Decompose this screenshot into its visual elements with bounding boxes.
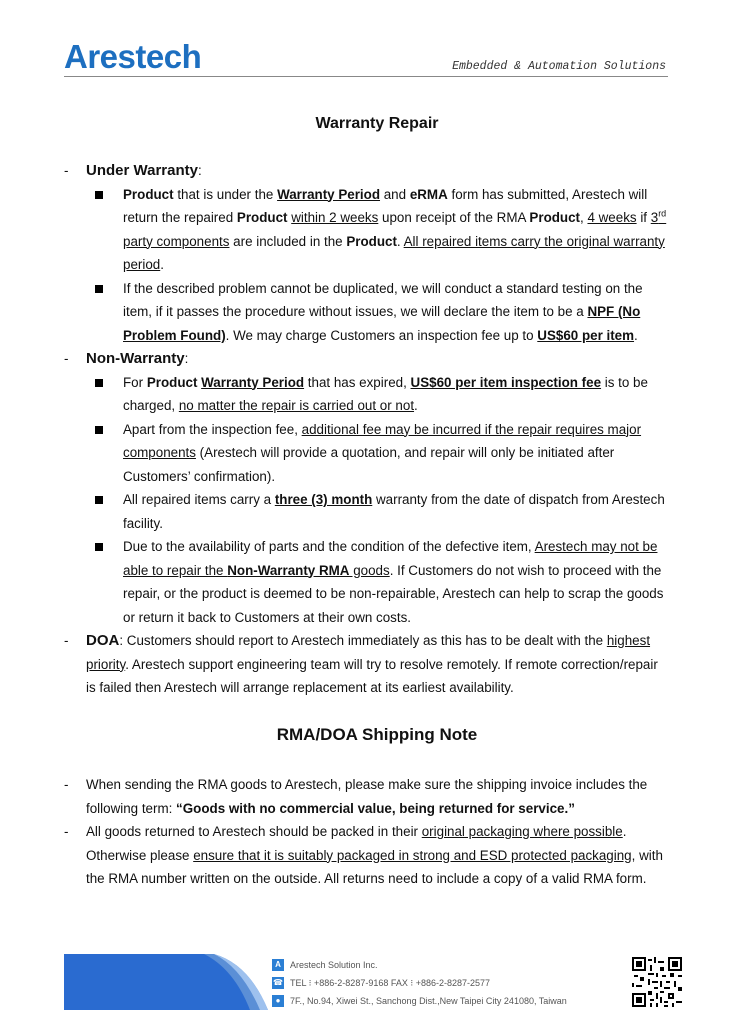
t: Non-Warranty RMA [227,562,350,578]
t: warranty from the date of dispatch from Arestech facility. [123,492,665,531]
t: that is under the [173,186,278,202]
bullet-icon [95,285,103,293]
shipping-note-1 [64,773,668,820]
shipping-note-section [64,773,668,891]
bullet-icon [95,379,103,387]
non-warranty-item-3 [64,488,668,535]
t: All goods returned to Arestech should be packed in their [86,824,422,839]
t: form has submitted, Arestech will return the repaired [123,186,648,225]
t: “Goods with no commercial value, being returned for service.” [176,800,575,816]
dash: - [64,351,69,366]
footer-wave-graphic [64,954,268,1010]
t: are included in the [229,233,347,249]
doa-section [64,629,668,700]
section-heading: Under Warranty [86,162,198,179]
bullet-icon [95,543,103,551]
footer-contact [272,956,567,1010]
t: . [160,257,164,272]
t: ensure that it is suitably packaged in strong and ESD protected packaging [193,847,632,863]
non-warranty-heading [64,347,668,371]
t: no matter the repair is carried out or not [178,398,415,413]
t: eRMA [409,186,448,202]
t: three (3) month [274,492,373,507]
t: party components [123,233,230,249]
location-pin-icon: ● [272,995,284,1007]
t: : Customers should report to Arestech immediately as this has to be dealt with the [119,633,607,648]
t: US$60 per item inspection fee [410,374,602,390]
t: if [636,210,651,225]
t: that has expired, [304,374,411,390]
t: NPF (No Problem Found) [123,304,641,343]
shipping-note-2 [64,820,668,891]
t: rd [658,208,667,219]
bullet-icon [95,191,103,199]
qr-code-icon [632,957,682,1007]
t: For [123,374,147,390]
t: within 2 weeks [291,210,379,225]
t: and [380,186,410,202]
t: , with the RMA number written on the outside. All returns need to include a copy of a valid RMA form. [86,847,663,886]
non-warranty-item-1 [64,371,668,418]
footer-company-row [272,956,567,974]
t: . [634,327,638,343]
t: 4 weeks [587,210,637,225]
t: Apart from the inspection fee, [123,421,302,437]
t: All repaired items carry the original warranty period [123,233,665,272]
t: is to be charged, [123,374,648,413]
footer-company: Arestech Solution Inc. [290,960,378,970]
t: highest priority [86,633,651,672]
t: Due to the availability of parts and the condition of the defective item, [123,539,535,554]
t: Product [346,233,397,249]
shipping-note-title: RMA/DOA Shipping Note [276,725,478,744]
section-heading: DOA [86,632,120,649]
non-warranty-item-4 [64,535,668,629]
footer-phone: TEL ⁝ +886-2-8287-9168 FAX ⁝ +886-2-8287-2577 [290,978,491,988]
dash: - [64,633,69,648]
t: upon receipt of the RMA [378,210,530,225]
colon: : [197,163,202,178]
t: 3 [650,210,659,225]
t: . Arestech support engineering team will try to resolve remotely. If remote correction/repair is failed then Arestech will arrange replacement at its earliest availability. [86,656,658,695]
bullet-icon [95,426,103,434]
t: . We may charge Customers an inspection fee up to [225,327,538,343]
t: original packaging where possible [421,824,623,839]
t: Arestech may not be able to repair the [123,539,658,578]
footer-address: 7F., No.94, Xiwei St., Sanchong Dist.,New Taipei City 241080, Taiwan [290,996,567,1006]
t: goods [349,562,390,578]
dash: - [64,777,69,792]
t: . [396,233,404,249]
t: . If Customers do not wish to proceed with the repair, or the product is deemed to be non-repairable, Arestech can help to scrap the goods or return it back to Customers at their own costs. [123,562,664,625]
t: additional fee may be incurred if the repair requires major components [123,421,642,460]
colon: : [184,351,189,366]
t: . Otherwise please [86,824,627,863]
tagline: Embedded & Automation Solutions [452,60,666,73]
section-heading: Non-Warranty [86,350,185,367]
footer-phone-row [272,974,567,992]
warranty-repair-title: Warranty Repair [315,115,439,132]
company-logo-icon: A [272,959,284,971]
footer-address-row [272,992,567,1010]
t: , [580,210,588,225]
t: All repaired items carry a [123,492,275,507]
non-warranty-item-2 [64,418,668,489]
t: When sending the RMA goods to Arestech, please make sure the shipping invoice includes the following term: [86,777,648,816]
t: (Arestech will provide a quotation, and repair will only be initiated after Customers’ confirmation). [123,445,615,484]
under-warranty-heading [64,159,668,183]
bullet-icon [95,496,103,504]
t: Warranty Period [277,186,381,202]
company-logo: Arestech [64,38,202,75]
under-warranty-item-2 [64,277,668,348]
t: US$60 per item [537,327,635,343]
t: If the described problem cannot be duplicated, we will conduct a standard testing on the item, if it passes the procedure without issues, we will declare the item to be a [123,280,643,319]
t: Product [236,210,288,225]
t: Product [529,210,581,225]
header-divider [64,76,668,77]
dash: - [64,163,69,178]
phone-icon: ☎ [273,978,283,987]
under-warranty-item-1 [64,183,668,277]
t: Product [123,186,174,202]
t: Product [146,374,198,390]
t: . [414,398,418,413]
t: Warranty Period [201,374,305,390]
dash: - [64,824,69,839]
warranty-section [64,159,668,700]
